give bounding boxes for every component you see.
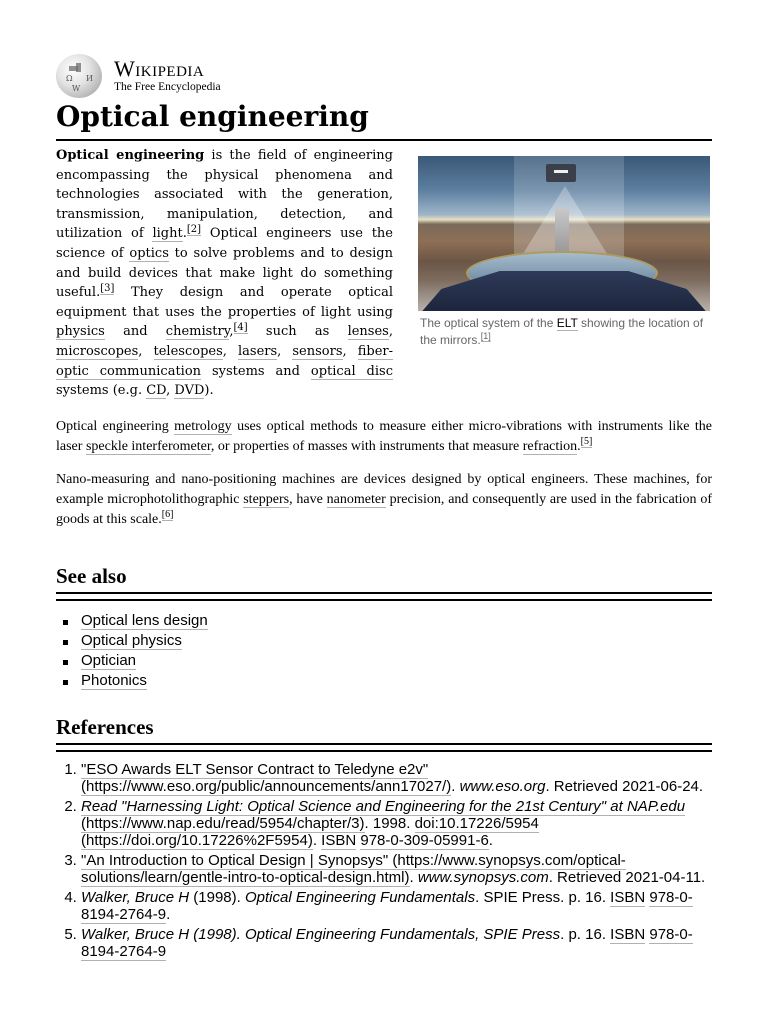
see-also-list — [56, 611, 712, 691]
citation-1[interactable]: [1] — [480, 331, 491, 341]
link-optical-lens-design[interactable]: Optical lens design — [81, 611, 208, 629]
link-sensors[interactable]: sensors — [292, 343, 343, 359]
link-dvd[interactable]: DVD — [174, 383, 205, 399]
page-title: Optical engineering — [56, 98, 712, 141]
ref3-external-link[interactable]: "An Introduction to Optical Design | Synopsys" (https://www.synopsys.com/optical-solutions/learn/gentle-intro-to-optical-design.html) — [81, 851, 626, 886]
nano-paragraph: Nano-measuring and nano-positioning machines are devices designed by optical engineers. These machines, for example microphotolithographic steppers, have nanometer precision, and consequently are used in the fabrication of goods at this scale.[6] — [56, 471, 712, 527]
ref5-isbn-link[interactable]: 978-0-8194-2764-9 — [81, 925, 693, 960]
link-optical-physics[interactable]: Optical physics — [81, 631, 182, 649]
citation-4[interactable]: [4] — [233, 322, 248, 334]
doi-link[interactable]: doi — [414, 814, 435, 832]
ref1-external-link[interactable]: "ESO Awards ELT Sensor Contract to Teledyne e2v" (https://www.eso.org/public/announcements/ann17027/) — [81, 760, 452, 795]
ref2-title-link[interactable]: Read "Harnessing Light: Optical Science and Engineering for the 21st Century" at NAP.edu — [81, 797, 686, 815]
references-heading: References — [56, 713, 712, 745]
citation-2[interactable]: [2] — [186, 224, 202, 236]
wordmark-tagline: The Free Encyclopedia — [114, 81, 221, 94]
ref2-doi-link[interactable]: :10.17226/5954 (https://doi.org/10.17226%2F5954) — [81, 814, 539, 849]
link-refraction[interactable]: refraction — [522, 438, 578, 454]
link-chemistry[interactable]: chemistry — [165, 324, 230, 340]
lead-section — [56, 146, 712, 401]
reference-1: 1. "ESO Awards ELT Sensor Contract to Teledyne e2v" (https://www.eso.org/public/announcements/ann17027/). www.eso.org. Retrieved 2021-06-24. — [81, 761, 712, 795]
link-physics[interactable]: physics — [56, 324, 105, 340]
reference-5: 5. Walker, Bruce H (1998). Optical Engineering Fundamentals, SPIE Press. p. 16. ISBN 978-0-8194-2764-9 — [81, 926, 712, 960]
reference-3: 3. "An Introduction to Optical Design | Synopsys" (https://www.synopsys.com/optical-solutions/learn/gentle-intro-to-optical-design.html). www.synopsys.com. Retrieved 2021-04-11. — [81, 852, 712, 886]
link-fiber-optic-communication[interactable]: fiber-optic communication — [56, 343, 394, 379]
isbn-link[interactable]: ISBN — [610, 925, 646, 943]
list-item — [81, 671, 712, 691]
link-cd[interactable]: CD — [146, 383, 167, 399]
lead-term: Optical engineering — [56, 148, 205, 163]
isbn-link[interactable]: ISBN — [321, 831, 357, 849]
citation-5[interactable]: [5] — [580, 436, 593, 448]
link-optician[interactable]: Optician — [81, 651, 137, 669]
figure-elt — [418, 156, 710, 349]
list-item — [81, 611, 712, 631]
article-page — [56, 54, 712, 963]
link-photonics[interactable]: Photonics — [81, 671, 147, 689]
link-nanometer[interactable]: nanometer — [326, 491, 386, 507]
see-also-heading: See also — [56, 562, 712, 594]
references-list — [56, 761, 712, 960]
reference-2: 2. Read "Harnessing Light: Optical Science and Engineering for the 21st Century" at NAP.edu (https://www.nap.edu/read/5954/chapter/3). 1998. doi:10.17226/5954 (https://doi.org/10.17226%2F5954). ISBN 978-0-309-05991-6. — [81, 798, 712, 849]
citation-3[interactable]: [3] — [100, 282, 115, 294]
link-optics[interactable]: optics — [129, 245, 169, 261]
wikipedia-logo[interactable] — [56, 54, 712, 98]
wordmark-title: Wikipedia — [114, 56, 205, 82]
isbn-link[interactable]: ISBN — [610, 888, 646, 906]
ref2-url-link[interactable]: (https://www.nap.edu/read/5954/chapter/3) — [81, 814, 365, 832]
link-microscopes[interactable]: microscopes — [56, 343, 139, 359]
link-speckle-interferometer[interactable]: speckle interferometer — [85, 438, 211, 454]
link-steppers[interactable]: steppers — [243, 491, 290, 507]
elt-telescope-image[interactable] — [418, 156, 710, 311]
ref4-isbn-link[interactable]: 978-0-8194-2764-9 — [81, 888, 693, 923]
link-optical-disc[interactable]: optical disc — [310, 363, 393, 379]
figure-caption: The optical system of the ELT showing the location of the mirrors.[1] — [420, 316, 704, 347]
list-item — [81, 651, 712, 671]
link-metrology[interactable]: metrology — [174, 418, 232, 434]
link-lenses[interactable]: lenses — [347, 324, 389, 340]
ref2-isbn-link[interactable]: 978-0-309-05991-6 — [360, 831, 489, 849]
citation-6[interactable]: [6] — [161, 509, 174, 521]
metrology-paragraph: Optical engineering metrology uses optical methods to measure either micro-vibrations with instruments like the laser speckle interferometer, or properties of masses with instruments that measure refraction.[5] — [56, 418, 712, 454]
list-item — [81, 631, 712, 651]
wikipedia-globe-icon: Ω И W — [56, 54, 104, 98]
reference-4: 4. Walker, Bruce H (1998). Optical Engineering Fundamentals. SPIE Press. p. 16. ISBN 978-0-8194-2764-9. — [81, 889, 712, 923]
link-elt[interactable]: ELT — [556, 316, 578, 330]
link-telescopes[interactable]: telescopes — [153, 343, 223, 359]
link-light[interactable]: light — [152, 226, 183, 242]
link-lasers[interactable]: lasers — [237, 343, 278, 359]
lead-paragraph: Optical engineering is the field of engineering encompassing the physical phenomena and technologies associated with the generation, transmission, manipulation, detection, and utilization of light.[2] Optical engineers use the science of optics to solve problems and to design and build devices that make light do something useful.[3] They design and operate optical equipment that uses the properties of light using physics and chemistry,[4] such as lenses, microscopes, telescopes, lasers, sensors, fiber-optic communication systems and optical disc systems (e.g. CD, DVD). — [56, 148, 394, 399]
